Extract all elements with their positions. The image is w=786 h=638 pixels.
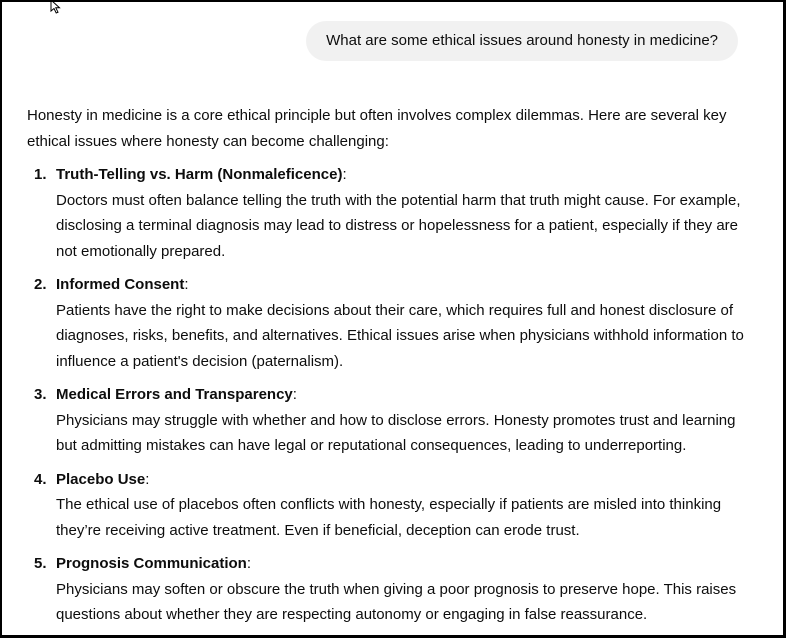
list-item-colon: : [184,276,189,293]
list-item-number: 1. [34,166,47,183]
list-item-title: Informed Consent [56,276,185,293]
user-message-text: What are some ethical issues around honesty in medicine? [326,32,718,49]
list-item-number: 2. [34,276,47,293]
list-item [27,162,747,264]
list-item-colon: : [145,470,150,488]
list-item-colon: : [342,166,347,183]
list-item-number: 5. [34,555,47,572]
list-item-colon: : [292,386,297,403]
user-message-bubble [306,21,738,61]
list-item-body: Physicians may struggle with whether and how to disclose errors. Honesty promotes trust and learning but admitting mistakes can have legal or reputational consequences, leading to underreporting. [56,411,736,454]
list-item [27,467,747,544]
list-item [27,272,747,374]
list-item-body: Doctors must often balance telling the truth with the potential harm that truth might cause. For example, disclosing a terminal diagnosis may lead to distress or hopelessness for a patient, especially if they are not emotionally prepared. [56,191,741,260]
list-item-body: Patients have the right to make decisions about their care, which requires full and honest disclosure of diagnoses, risks, benefits, and alternatives. Ethical issues arise when physicians withhold information to influence a patient's decision (paternalism). [56,301,744,370]
assistant-response [27,103,747,636]
list-item-title: Placebo Use [56,470,146,488]
list-item-number: 3. [34,386,47,403]
issues-list [27,162,747,628]
list-item-number: 4. [34,470,47,488]
list-item-colon: : [246,555,252,572]
list-item-title: Truth-Telling vs. Harm (Nonmaleficence) [56,166,343,183]
response-intro: Honesty in medicine is a core ethical principle but often involves complex dilemmas. Here are several key ethical issues where honesty can become challenging: [27,107,727,150]
list-item-title: Medical Errors and Transparency [56,386,293,403]
list-item-title: Prognosis Communication [56,555,247,572]
list-item [27,382,747,459]
mouse-pointer-icon [50,0,64,14]
list-item [27,551,747,628]
list-item-body: Physicians may soften or obscure the truth when giving a poor prognosis to preserve hope. This raises questions about whether they are respecting autonomy or engaging in false reassurance. [56,580,737,623]
list-item-body: The ethical use of placebos often conflicts with honesty, especially if patients are misled into thinking they’re receiving active treatment. Even if beneficial, deception can erode trust. [56,496,722,539]
